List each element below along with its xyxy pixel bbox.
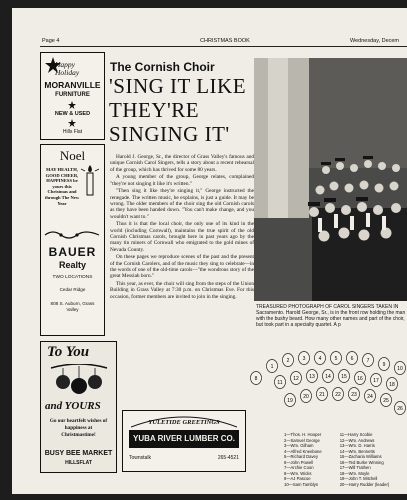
names-column-right <box>340 432 390 487</box>
key-marker <box>371 374 382 387</box>
busybee-wish: Go our heartfelt wishes of happiness at Christmastime! <box>49 418 108 438</box>
key-marker <box>317 388 328 401</box>
key-number: 10 <box>397 366 403 372</box>
key-marker <box>285 394 296 407</box>
yuba-name: YUBA RIVER LUMBER CO. <box>133 434 235 443</box>
bauer-location-1: Cedar Ridge <box>59 287 86 292</box>
key-number: 7 <box>366 358 370 364</box>
key-marker <box>381 394 392 407</box>
key-marker <box>251 372 262 385</box>
choir-photograph <box>254 58 407 301</box>
key-marker <box>275 376 286 389</box>
name-entry: 12—Wm. Andrews <box>339 437 375 443</box>
name-entry: 20—Harry Rudder (leader) <box>339 481 390 487</box>
bauer-location-2: 808 S. Auburn, Grass Valley <box>50 301 95 312</box>
moranville-kind: FURNITURE <box>55 92 90 98</box>
key-marker <box>363 354 374 367</box>
key-marker <box>333 388 344 401</box>
holly-icon <box>43 229 101 241</box>
yuba-phone: 265-4521 <box>217 455 239 461</box>
key-marker <box>331 352 342 365</box>
article-body <box>110 154 254 302</box>
page-number: Page 4 <box>42 38 60 44</box>
key-number: 14 <box>325 374 331 380</box>
busybee-ad <box>40 341 117 473</box>
header-rule <box>40 46 407 47</box>
article-headline: The Cornish Choir <box>110 60 215 74</box>
key-number: 11 <box>277 380 283 386</box>
key-marker <box>267 360 278 373</box>
key-number: 24 <box>367 394 373 400</box>
moranville-name: MORANVILLE <box>44 80 101 90</box>
yuba-greeting: YULETIDE GREETINGS <box>148 419 220 426</box>
name-entry: 6—John Powell <box>284 459 314 465</box>
key-marker <box>339 370 350 383</box>
bauer-noel: Noel <box>59 148 86 163</box>
names-list <box>284 432 404 487</box>
identification-key-diagram <box>250 338 407 430</box>
article-paragraph: This year, as ever, the choir will sing from the steps of the Union Building in Grass Valley at 7:30 p.m. on Christmas Eve. For this occasion, former members are invited to join in the singing. <box>110 281 254 300</box>
key-number: 25 <box>383 398 389 404</box>
key-marker <box>291 372 302 385</box>
key-number: 15 <box>341 374 347 380</box>
busybee-name: BUSY BEE MARKET <box>44 450 113 457</box>
name-entry: 3—Wm. Gilham <box>284 443 314 448</box>
key-marker <box>365 390 376 403</box>
busybee-to-you: To You <box>47 344 90 360</box>
key-number: 12 <box>293 376 299 382</box>
ornament-icon <box>49 364 109 398</box>
bullet-star-icon <box>68 119 76 127</box>
moranville-greeting: Happy Holiday <box>55 60 80 77</box>
key-marker <box>395 362 406 375</box>
key-number: 9 <box>382 362 386 368</box>
name-entry: 10—Sam Tamblyn <box>284 481 319 487</box>
name-entry: 11—Harry Scobie <box>339 432 373 437</box>
candle-icon <box>79 163 101 197</box>
key-number: 20 <box>303 394 309 400</box>
bauer-ad <box>40 144 105 336</box>
name-entry: 17—Will Trathen <box>339 465 371 470</box>
key-marker <box>299 352 310 365</box>
bauer-wish: MAY HEALTH, GOOD CHEER, HAPPINESS be yours this Christmas and through The New Year <box>44 167 80 206</box>
publication-name: CHRISTMAS BOOK <box>200 38 250 44</box>
photo-caption: TREASURED PHOTOGRAPH OF CAROL SINGERS TAKEN IN Sacramento. Harold George, Sr., is in the front row holding the man with the bushy beard. How many other names and part of the choir, but took part in a specialty quartet. A p <box>256 304 406 328</box>
key-marker <box>307 370 318 383</box>
key-number: 3 <box>302 356 306 362</box>
moranville-ad <box>40 52 105 140</box>
name-entry: 18—Wm. Moyle <box>339 470 370 476</box>
key-marker <box>379 358 390 371</box>
key-marker <box>283 354 294 367</box>
key-marker <box>301 390 312 403</box>
name-entry: 16—Ted Burke Winning <box>339 459 384 465</box>
photo-illustration <box>254 58 407 301</box>
busybee-and-yours: and YOURS <box>45 400 101 412</box>
key-number: 8 <box>254 376 258 382</box>
key-number: 19 <box>287 398 293 404</box>
yuba-name-banner <box>129 430 239 448</box>
key-marker <box>395 402 406 415</box>
key-marker <box>387 378 398 391</box>
bauer-name: BAUER <box>48 245 97 259</box>
key-number: 16 <box>357 376 363 382</box>
name-entry: 2—Samuel George <box>284 437 320 443</box>
name-entry: 4—Alfred Kneebone <box>284 448 322 454</box>
article-paragraph: Harold J. George, Sr., the director of Grass Valley's famous and unique Cornish Carol Singers, tells a story about a recent rehearsal of the group, which has thrived for some 80 years. <box>110 154 254 173</box>
bauer-locations-title: TWO LOCATIONS <box>52 275 93 280</box>
key-number: 22 <box>335 392 341 398</box>
article-paragraph: "Then sing it like they're singing it," George instructed the renegade. The written music, he explains, is just a guide. It may be wrong. The older members of the choir sing the old Cornish carols as they have been handed down. "You can't make change, and you wouldn't want to." <box>110 188 254 220</box>
key-marker <box>347 352 358 365</box>
key-number: 1 <box>270 364 274 370</box>
key-marker <box>349 388 360 401</box>
key-number: 26 <box>397 406 403 412</box>
newspaper-page <box>12 8 407 494</box>
article-title: 'SING IT LIKE THEY'RE SINGING IT' <box>109 74 247 146</box>
article-paragraph: A young member of the group, George relates, complained "they're not singing it like it's written." <box>110 174 254 187</box>
key-marker <box>323 370 334 383</box>
yuba-location: Townstalk <box>129 455 151 461</box>
key-number: 5 <box>334 356 338 362</box>
bullet-star-icon <box>68 101 76 109</box>
issue-date: Wednesday, Decem <box>350 38 400 44</box>
name-entry: 7—Archie Coon <box>284 465 314 470</box>
key-marker <box>315 352 326 365</box>
name-entry: 5—Richard Davey <box>284 454 318 459</box>
key-number: 6 <box>350 356 354 362</box>
name-entry: 15—Zacharia Williams <box>339 454 382 459</box>
name-entry: 8—Wm. Wicks <box>284 470 312 476</box>
name-entry: 1—Thos. H. Hooper <box>284 432 322 437</box>
name-entry: 13—Wm. D. Harris <box>339 443 375 448</box>
key-number: 17 <box>373 378 379 384</box>
key-number: 13 <box>309 374 315 380</box>
names-column-left <box>284 432 322 487</box>
key-number: 21 <box>319 392 325 398</box>
article-paragraph: On these pages we reproduce scenes of the past and the present of the Cornish Carolers, and of the music they sing to celebrate—in the words of one of the old-time carols—"the wondrous story of the great Messiah born." <box>110 254 254 280</box>
moranville-line: NEW & USED <box>54 111 91 117</box>
article-paragraph: Thus it is that the local choir, the only one of its kind in the world (including Cornwall), maintains the true spirit of the old Cornish Christmas carols, brought here in past years ago by the many tin miners of Cornwall who emigrated to the gold mines of Nevada County. <box>110 221 254 253</box>
name-entry: 19—John T. Mitchell <box>339 476 378 481</box>
name-entry: 14—Wm. Bennetts <box>339 448 375 454</box>
key-marker <box>355 372 366 385</box>
key-number: 4 <box>318 356 322 362</box>
key-number: 2 <box>286 358 290 364</box>
key-number: 23 <box>351 392 357 398</box>
bauer-kind: Realty <box>58 260 86 270</box>
name-entry: 9—AJ Pascoe <box>284 476 311 481</box>
key-number: 18 <box>389 382 395 388</box>
moranville-location: Hills Flat <box>62 129 83 135</box>
yuba-ad <box>122 410 246 472</box>
busybee-location: HILLSFLAT <box>65 460 92 466</box>
